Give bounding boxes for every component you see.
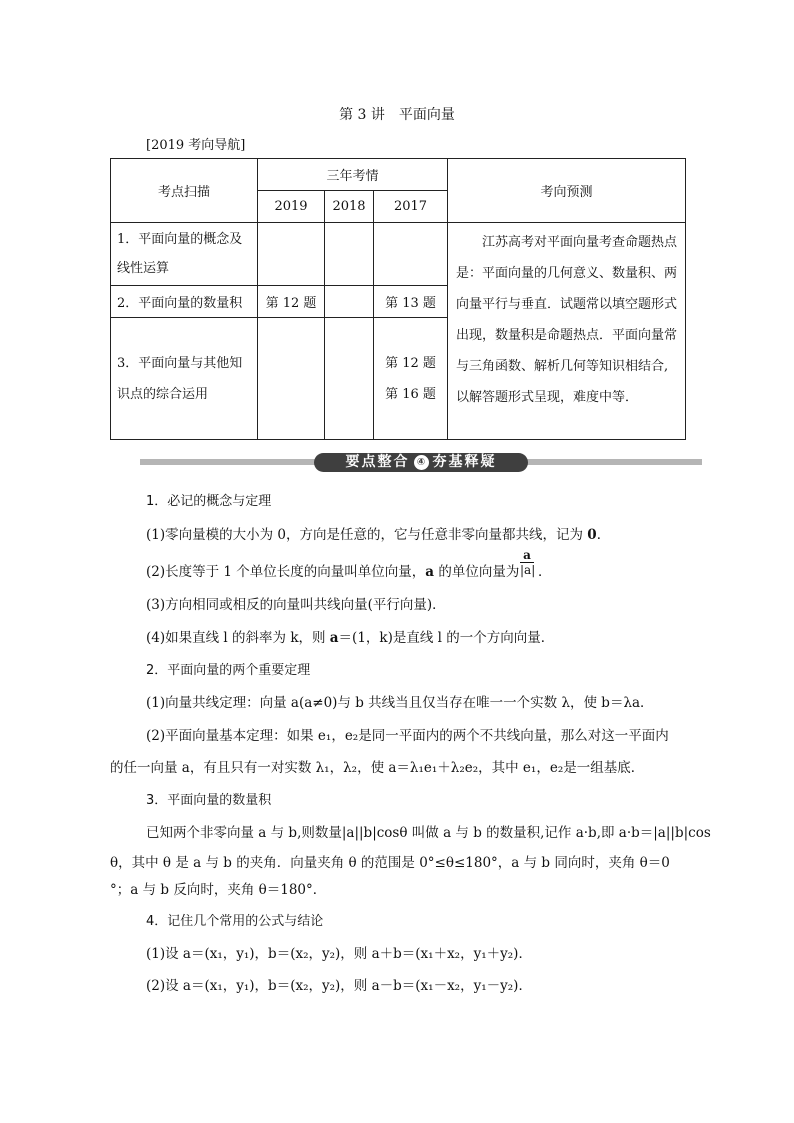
para-3-2: θ，其中 θ 是 a 与 b 的夹角．向量夹角 θ 的范围是 0°≤θ≤180°，a 与 b 同向时，夹角 θ＝0: [110, 855, 670, 871]
page-title: 第 3 讲 平面向量: [339, 107, 455, 123]
banner-pill: [314, 453, 528, 472]
table-cell: [374, 223, 448, 286]
banner-circle-icon: ④: [414, 455, 429, 470]
point-line: 1．平面向量的概念及: [117, 232, 243, 247]
point-line: 线性运算: [117, 261, 170, 276]
heading-3: 3．平面向量的数量积: [146, 793, 272, 808]
para-1-3: (3)方向相同或相反的向量叫共线向量(平行向量)．: [146, 597, 446, 613]
exam-table: [110, 158, 686, 440]
year-2018: 2018: [325, 191, 374, 223]
text-span: 的单位向量为: [434, 564, 520, 580]
text-span: ．: [596, 527, 611, 543]
table-row-1-point: [111, 223, 258, 286]
para-3-1: 已知两个非零向量 a 与 b,则数量|a||b|cosθ 叫做 a 与 b 的数量积,记作 a·b,即 a·b＝|a||b|cos: [146, 825, 711, 841]
table-cell: [325, 318, 374, 440]
ref-line: 第 16 题: [385, 386, 436, 402]
para-3-3: °；a 与 b 反向时，夹角 θ＝180°．: [110, 882, 327, 898]
header-prediction: 考向预测: [448, 159, 686, 223]
text-span: (4)如果直线 l 的斜率为 k，则: [146, 630, 330, 646]
para-2-2: (2)平面向量基本定理：如果 e₁，e₂是同一平面内的两个不共线向量，那么对这一平面内: [146, 728, 669, 744]
heading-4: 4．记住几个常用的公式与结论: [146, 914, 324, 929]
text-span: (1)零向量模的大小为 0，方向是任意的，它与任意非零向量都共线，记为: [146, 527, 588, 543]
para-2-1: (1)向量共线定理：向量 a(a≠0)与 b 共线当且仅当存在唯一一个实数 λ，使 b＝λa．: [146, 695, 654, 711]
section-nav-label: [2019 考向导航]: [146, 138, 246, 153]
table-row-2-point: 2．平面向量的数量积: [111, 286, 258, 318]
para-1-4: [146, 626, 554, 646]
year-2017: 2017: [374, 191, 448, 223]
point-line: 3．平面向量与其他知: [117, 355, 243, 371]
para-1-1: [146, 523, 610, 543]
para-4-1: (1)设 a＝(x₁，y₁)，b＝(x₂，y₂)，则 a＋b＝(x₁＋x₂，y₁＋y₂)．: [146, 946, 532, 962]
bold-vector: a: [329, 630, 339, 646]
heading-1: 1．必记的概念与定理: [146, 494, 272, 509]
point-line: 识点的综合运用: [117, 386, 209, 402]
bold-vector: a: [425, 564, 435, 580]
table-cell: 第 13 题: [374, 286, 448, 318]
para-1-2: [146, 560, 519, 580]
year-2019: 2019: [258, 191, 325, 223]
table-cell: [325, 223, 374, 286]
bold-vector: 0: [587, 527, 597, 543]
unit-vector-fraction: [520, 548, 534, 577]
table-cell: 第 12 题: [258, 286, 325, 318]
para-4-2: (2)设 a＝(x₁，y₁)，b＝(x₂，y₂)，则 a－b＝(x₁－x₂，y₁－y₂)．: [146, 978, 532, 994]
para-2-3: 的任一向量 a，有且只有一对实数 λ₁，λ₂，使 a＝λ₁e₁＋λ₂e₂，其中 e₁，e₂是一组基底．: [110, 760, 645, 776]
table-row-3-point: [111, 318, 258, 440]
prediction-text: 江苏高考对平面向量考查命题热点是：平面向量的几何意义、数量积、两向量平行与垂直．试题常以填空题形式出现，数量积是命题热点．平面向量常与三角函数、解析几何等知识相结合,以解答题形式呈现，难度中等．: [448, 223, 686, 440]
header-points: 考点扫描: [111, 159, 258, 223]
fraction-denominator: |a|: [520, 563, 536, 577]
para-1-2-end: ．: [538, 564, 552, 580]
table-row-3-2017: [374, 318, 448, 440]
table-cell: [258, 223, 325, 286]
fraction-numerator: a: [523, 548, 531, 562]
table-cell: [258, 318, 325, 440]
text-span: (2)长度等于 1 个单位长度的向量叫单位向量，: [146, 564, 426, 580]
header-three-years: 三年考情: [258, 159, 448, 191]
text-span: ＝(1，k)是直线 l 的一个方向向量．: [338, 630, 555, 646]
banner-right-text: 夯基释疑: [432, 454, 497, 470]
banner-left-text: 要点整合: [345, 454, 410, 470]
ref-line: 第 12 题: [385, 355, 436, 371]
heading-2: 2．平面向量的两个重要定理: [146, 663, 311, 678]
table-cell: [325, 286, 374, 318]
section-banner: [140, 453, 702, 472]
